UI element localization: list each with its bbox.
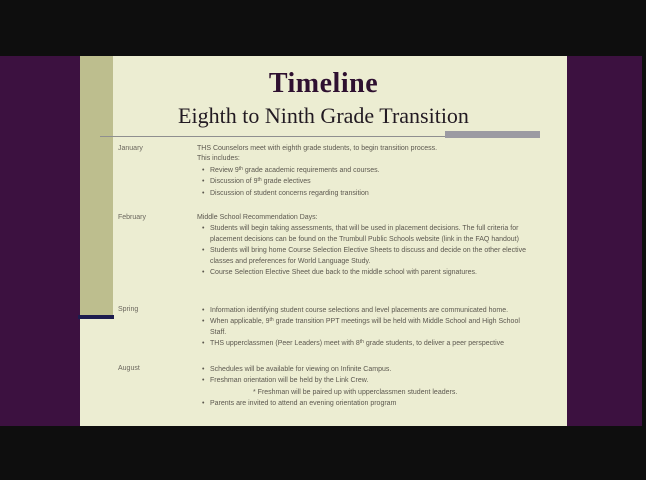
slide-subtitle: Eighth to Ninth Grade Transition	[178, 103, 469, 128]
bullet-item: • Information identifying student course selections and level placements are communicated home.	[197, 306, 537, 316]
bullet-item: • Review 9th grade academic requirements and courses.	[197, 166, 537, 176]
section-items	[197, 144, 537, 199]
text-line: This includes:	[197, 155, 240, 163]
section-items	[197, 305, 537, 350]
subnote-item: * Freshman will be paired up with upperclassmen student leaders.	[253, 388, 458, 396]
section-label: February	[118, 214, 147, 221]
bullet-item: • Parents are invited to attend an evening orientation program	[197, 399, 537, 409]
bullet-item: • Students will begin taking assessments, that will be used in placement decisions. The full criteria for placement decisions can be found on the Trumbull Public Schools website (link in the FAQ handout)	[197, 224, 537, 245]
bullet-item: • THS upperclassmen (Peer Leaders) meet with 8th grade students, to deliver a peer perspective	[197, 339, 537, 349]
bullet-item: • Discussion of 9th grade electives	[197, 177, 537, 187]
slide-title: Timeline	[268, 68, 379, 99]
text-line: THS Counselors meet with eighth grade students, to begin transition process.	[197, 145, 438, 152]
section-label: January	[118, 145, 143, 152]
text-line: Middle School Recommendation Days:	[197, 214, 318, 221]
bullet-item: • Schedules will be available for viewing on Infinite Campus.	[197, 365, 537, 375]
section-items	[197, 213, 537, 278]
bullet-item: • Course Selection Elective Sheet due back to the middle school with parent signatures.	[197, 268, 537, 278]
section-items	[197, 364, 537, 410]
section-label: Spring	[118, 306, 139, 313]
bullet-item: • Students will bring home Course Selection Elective Sheets to discuss and decide on the other elective classes and preferences for World Language Study.	[197, 246, 537, 267]
bullet-item: • When applicable, 9th grade transition PPT meetings will be held with Middle School and High School Staff.	[197, 317, 537, 338]
timeline-sections	[0, 56, 642, 426]
bullet-item: • Discussion of student concerns regarding transition	[197, 189, 537, 199]
section-label: August	[118, 365, 140, 372]
bullet-item: • Freshman orientation will be held by the Link Crew.	[197, 376, 537, 386]
presentation-slide	[0, 56, 642, 426]
